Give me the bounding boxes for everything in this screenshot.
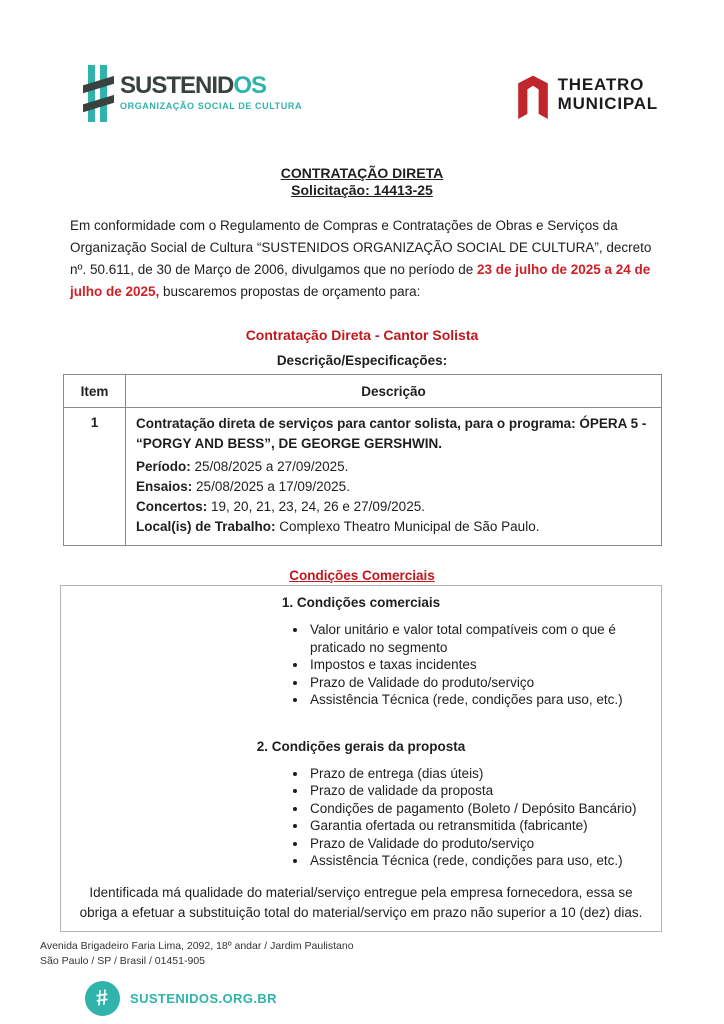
bullet-item: • Condições de pagamento (Boleto / Depósito Bancário) — [308, 800, 645, 818]
sustenidos-wordmark: SUSTENIDOS — [120, 72, 267, 99]
table-row — [64, 408, 662, 546]
theatro-wordmark: THEATRO MUNICIPAL — [557, 75, 658, 113]
bullet-item: • Prazo de Validade do produto/serviço — [308, 674, 645, 692]
theatro-municipal-logo — [517, 72, 658, 124]
description-field — [136, 497, 651, 517]
document-title-line1: CONTRATAÇÃO DIRETA — [280, 165, 444, 181]
arch-icon — [517, 72, 549, 124]
bullet-item: • Assistência Técnica (rede, condições para uso, etc.) — [308, 691, 645, 709]
document-title — [0, 165, 724, 199]
description-field — [136, 517, 651, 537]
bullet-item: • Valor unitário e valor total compatíveis com o que é praticado no segmento — [308, 621, 645, 656]
field-value: 19, 20, 21, 23, 24, 26 e 27/09/2025. — [211, 499, 425, 514]
description-field — [136, 477, 651, 497]
field-label: Local(is) de Trabalho: — [136, 519, 276, 534]
conditions-box — [60, 585, 662, 932]
item-description-title: Contratação direta de serviços para cantor solista, para o programa: ÓPERA 5 - “PORGY AND BESS”, DE GEORGE GERSHWIN. — [136, 416, 647, 451]
spec-heading: Descrição/Especificações: — [276, 353, 448, 368]
field-label: Ensaios: — [136, 479, 193, 494]
footer-address-line1: Avenida Brigadeiro Faria Lima, 2092, 18º andar / Jardim Paulistano — [40, 939, 354, 952]
bullet-item: • Prazo de Validade do produto/serviço — [308, 835, 645, 853]
conditions-section2-list — [61, 765, 661, 870]
sustenidos-tagline: ORGANIZAÇÃO SOCIAL DE CULTURA — [120, 101, 303, 111]
field-value: 25/08/2025 a 27/09/2025. — [194, 459, 349, 474]
description-field — [136, 457, 651, 477]
conditions-section1-list — [61, 621, 661, 709]
field-value: 25/08/2025 a 17/09/2025. — [196, 479, 350, 494]
conditions-section1-title: 1. Condições comerciais — [281, 595, 441, 610]
bullet-item: • Prazo de validade da proposta — [308, 782, 645, 800]
intro-text-pre: Em conformidade com o Regulamento de Compras e Contratações de Obras e Serviços da Organização Social de Cultura “SUSTENIDOS ORGANIZAÇÃO SOCIAL DE CULTURA”, decreto nº. 50.611, de 30 de Março de 2006, divulgamos que no período de — [70, 218, 652, 277]
field-label: Concertos: — [136, 499, 208, 514]
sustenidos-logo — [83, 63, 302, 130]
conditions-heading: Condições Comerciais — [289, 568, 435, 583]
bullet-item: • Prazo de entrega (dias úteis) — [308, 765, 645, 783]
document-title-line2: Solicitação: 14413-25 — [291, 182, 433, 198]
footer-address-line2: São Paulo / SP / Brasil / 01451-905 — [40, 955, 205, 967]
bullet-item: • Garantia ofertada ou retransmitida (fabricante) — [308, 817, 645, 835]
footer-website: SUSTENIDOS.ORG.BR — [130, 990, 277, 1006]
item-description-fields — [136, 457, 651, 537]
field-value: Complexo Theatro Municipal de São Paulo. — [279, 519, 540, 534]
item-number-cell: 1 — [64, 408, 126, 546]
hash-icon — [83, 63, 114, 130]
column-header-descricao: Descrição — [126, 375, 662, 408]
intro-text-post: buscaremos propostas de orçamento para: — [159, 284, 421, 299]
item-description-cell — [126, 408, 662, 546]
program-heading: Contratação Direta - Cantor Solista — [245, 327, 479, 343]
field-label: Período: — [136, 459, 191, 474]
footer-brand — [85, 981, 724, 1016]
bullet-item: • Assistência Técnica (rede, condições para uso, etc.) — [308, 852, 645, 870]
intro-date-range: 23 de julho de 2025 a 24 de julho de 2025, — [70, 262, 651, 299]
conditions-section2-title: 2. Condições gerais da proposta — [256, 738, 466, 754]
quality-note: Identificada má qualidade do material/serviço entregue pela empresa fornecedora, essa se obriga a efetuar a substituição total do material/serviço em prazo não superior a 10 (dez) dias. — [79, 884, 643, 920]
table-header-row — [64, 375, 662, 408]
column-header-item: Item — [64, 375, 126, 408]
hash-circle-icon: # — [85, 981, 120, 1016]
page-header — [0, 0, 724, 135]
bullet-item: • Impostos e taxas incidentes — [308, 656, 645, 674]
description-table — [63, 374, 662, 546]
intro-paragraph — [70, 215, 662, 303]
footer-address — [40, 939, 724, 970]
